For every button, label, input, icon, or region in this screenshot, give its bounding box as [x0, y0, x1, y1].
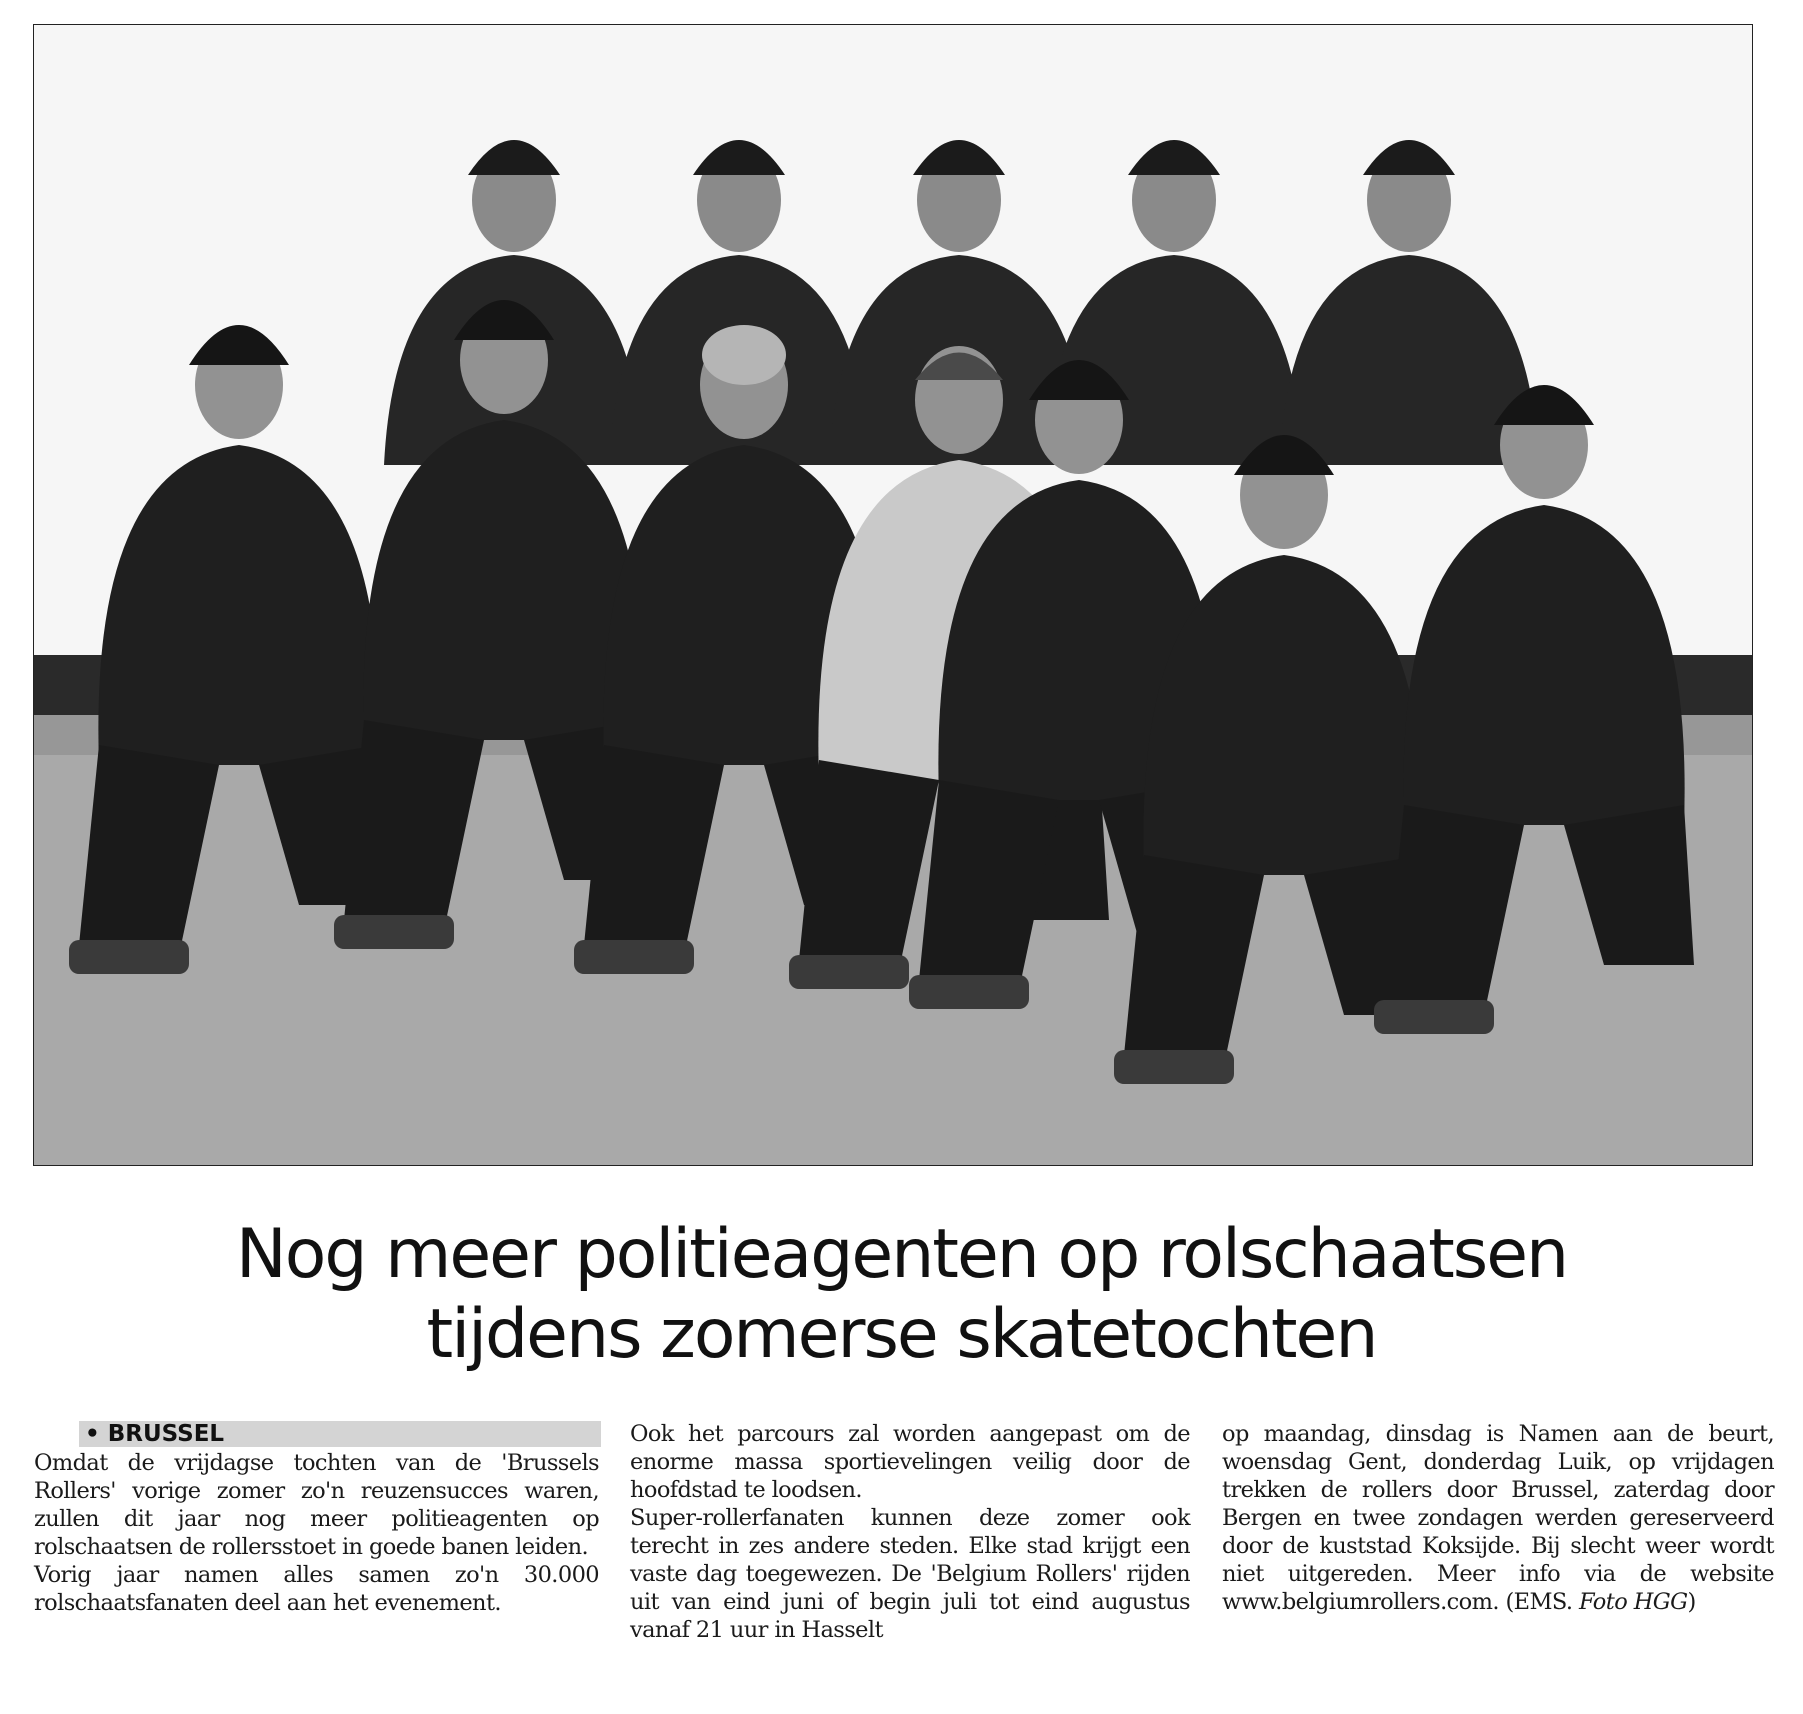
paragraph: Super-rollerfanaten kunnen deze zomer ook terecht in zes andere steden. Elke stad krijgt een vaste dag toegewezen. De 'Belgium Rollers' rijden uit van eind juni of begin juli tot eind augustus vanaf 21 uur in Hasselt — [630, 1505, 1190, 1643]
article-column-2 — [630, 1420, 1190, 1644]
inline-skate-icon — [1114, 1050, 1234, 1084]
group-photo-illustration — [34, 25, 1752, 1165]
paragraph-close: ) — [1687, 1589, 1696, 1615]
inline-skate-icon — [574, 940, 694, 974]
article-column-1 — [34, 1420, 599, 1617]
inline-skate-icon — [334, 915, 454, 949]
photo-credit: Foto HGG — [1579, 1589, 1688, 1615]
inline-skate-icon — [1374, 1000, 1494, 1034]
bald-head — [702, 325, 786, 385]
paragraph: Vorig jaar namen alles samen zo'n 30.000 rolschaatsfanaten deel aan het evenement. — [34, 1562, 599, 1616]
paragraph-text: op maandag, dinsdag is Namen aan de beurt, woensdag Gent, donderdag Luik, op vrijdagen trekken de rollers door Brussel, zaterdag door Bergen en twee zondagen werden gereserveerd door de kuststad Koksijde. Bij slecht weer wordt niet uitgereden. Meer info via de website www.belgiumrollers.com. (EMS. — [1222, 1421, 1774, 1615]
dateline: • BRUSSEL — [79, 1421, 601, 1447]
paragraph — [1222, 1420, 1774, 1616]
inline-skate-icon — [69, 940, 189, 974]
headline-line-2: tijdens zomerse skatetochten — [426, 1295, 1377, 1374]
headline-line-1: Nog meer politieagenten op rolschaatsen — [235, 1215, 1568, 1294]
headline — [60, 1215, 1743, 1375]
paragraph: Ook het parcours zal worden aangepast om de enorme massa sportievelingen veilig door de hoofdstad te loodsen. — [630, 1421, 1190, 1503]
paragraph: Omdat de vrijdagse tochten van de 'Brussels Rollers' vorige zomer zo'n reuzensucces waren, zullen dit jaar nog meer politieagenten op rolschaatsen de rollersstoet in goede banen leiden. — [34, 1450, 599, 1560]
article-column-3 — [1222, 1420, 1774, 1616]
article-photo — [33, 24, 1753, 1166]
inline-skate-icon — [789, 955, 909, 989]
inline-skate-icon — [909, 975, 1029, 1009]
